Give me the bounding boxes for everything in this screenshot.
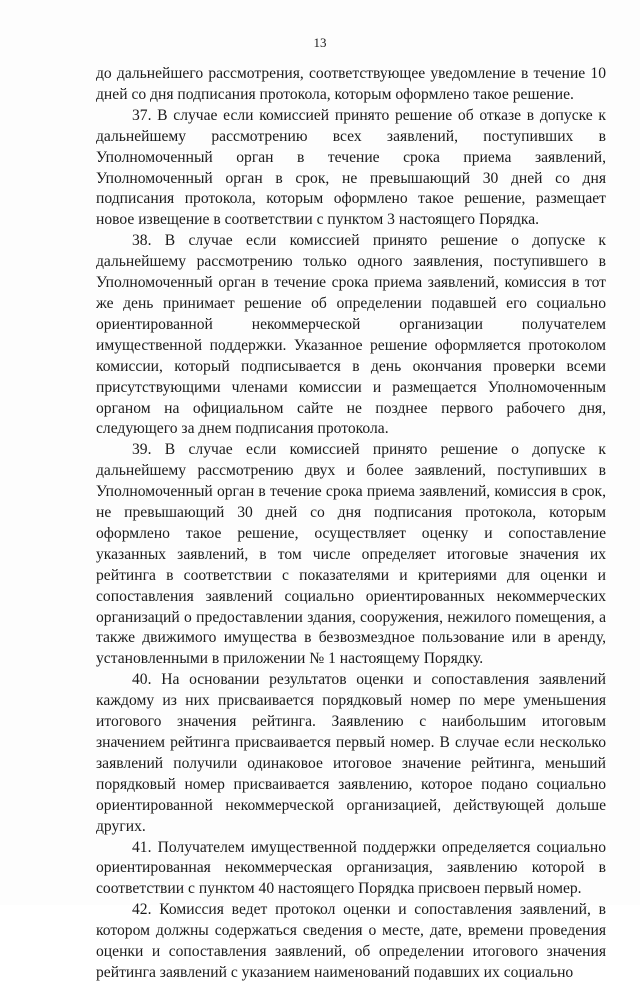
- paragraph-37: 37. В случае если комиссией принято решение об отказе в допуске к дальнейшему рассмотрению всех заявлений, поступивших в Уполномоченный орган в течение срока приема заявлений, Уполномоченный орган в срок, не превышающий 30 дней со дня подписания протокола, которым оформлено такое решение, размещает новое извещение в соответствии с пунктом 3 настоящего Порядка.: [96, 106, 606, 229]
- paragraph-42: 42. Комиссия ведет протокол оценки и сопоставления заявлений, в котором должны содержаться сведения о месте, дате, времени проведения оценки и сопоставления заявлений, об определении итогового значения рейтинга заявлений с указанием наименований подавших их социально: [96, 901, 606, 981]
- document-body: [96, 64, 606, 984]
- paragraph-38: 38. В случае если комиссией принято решение о допуске к дальнейшему рассмотрению только одного заявления, поступившего в Уполномоченный орган в течение срока приема заявлений, комиссия в тот же день принимает решение об определении подавшей его социально ориентированной некоммерческой организации получателем имущественной поддержки. Указанное решение оформляется протоколом комиссии, который подписывается в день окончания проверки всеми присутствующими членами комиссии и размещается Уполномоченным органом на официальном сайте не позднее первого рабочего дня, следующего за днем подписания протокола.: [96, 232, 606, 438]
- page-number: 13: [313, 35, 327, 50]
- paragraph-continuation: до дальнейшего рассмотрения, соответствующее уведомление в течение 10 дней со дня подписания протокола, которым оформлено такое решение.: [96, 65, 606, 103]
- paragraph-40: 40. На основании результатов оценки и сопоставления заявлений каждому из них присваивается порядковый номер по мере уменьшения итогового значения рейтинга. Заявлению с наибольшим итоговым значением рейтинга присваивается первый номер. В случае если несколько заявлений получили одинаковое итоговое значение рейтинга, меньший порядковый номер присваивается заявлению, которое подано социально ориентированной некоммерческой организацией, действующей дольше других.: [96, 671, 606, 835]
- paragraph-39: 39. В случае если комиссией принято решение о допуске к дальнейшему рассмотрению двух и более заявлений, поступивших в Уполномоченный орган в течение срока приема заявлений, комиссия в срок, не превышающий 30 дней со дня подписания протокола, которым оформлено такое решение, осуществляет оценку и сопоставление указанных заявлений, в том числе определяет итоговые значения их рейтинга в соответствии с показателями и критериями для оценки и сопоставления заявлений социально ориентированных некоммерческих организаций о предоставлении здания, сооружения, нежилого помещения, а также движимого имущества в безвозмездное пользование или в аренду, установленными в приложении № 1 настоящему Порядку.: [96, 441, 606, 668]
- paragraph-41: 41. Получателем имущественной поддержки определяется социально ориентированная некоммерческая организация, заявлению которой в соответствии с пунктом 40 настоящего Порядка присвоен первый номер.: [96, 838, 606, 898]
